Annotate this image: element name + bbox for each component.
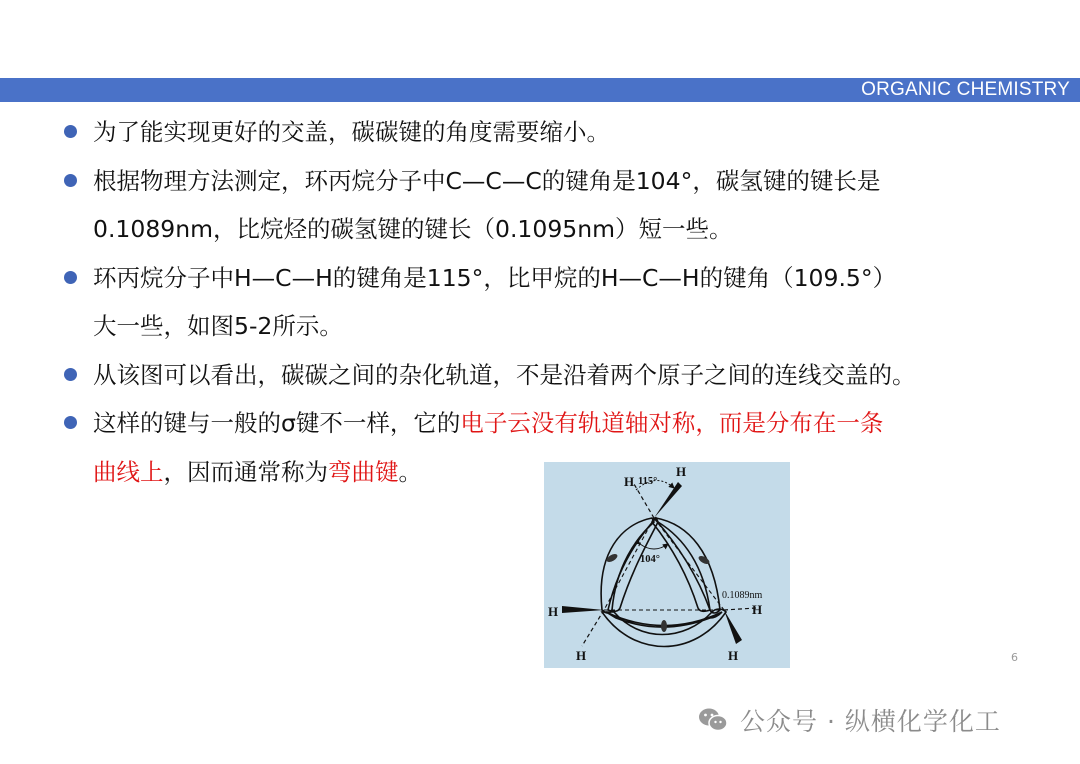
wechat-icon <box>698 707 728 733</box>
bullet-dot-icon <box>64 368 77 381</box>
watermark-text: 公众号 · 纵横化学化工 <box>740 707 1001 736</box>
bullet-item-3 <box>62 254 1062 351</box>
bullet-dot-icon <box>64 416 77 429</box>
cyclopropane-figure <box>544 462 790 668</box>
bullet-text-line2: 0.1089nm，比烷烃的碳氢键的键长（0.1095nm）短一些。 <box>93 215 733 243</box>
bullet-text-end: 。 <box>398 457 422 486</box>
page-number: 6 <box>1011 651 1018 664</box>
header-title: ORGANIC CHEMISTRY <box>861 79 1070 100</box>
highlight-text: 曲线上 <box>93 457 164 486</box>
bond-length-label: 0.1089nm <box>722 590 763 601</box>
bullet-item-4 <box>62 351 1062 400</box>
h-atom-label: H <box>676 464 687 479</box>
cc-bond-lines <box>604 518 724 610</box>
bullet-text-line1: 环丙烷分子中H—C—H的键角是115°，比甲烷的H—C—H的键角（109.5°） <box>93 263 897 292</box>
bullet-text-plain: 这样的键与一般的σ键不一样，它的 <box>93 409 461 437</box>
bullet-item-1 <box>62 108 1062 157</box>
bullet-text-plain: ，因而通常称为 <box>163 457 328 486</box>
bullet-text-line2: 大一些，如图5-2所示。 <box>93 312 343 340</box>
bullet-text: 从该图可以看出，碳碳之间的杂化轨道，不是沿着两个原子之间的连线交盖的。 <box>93 360 916 389</box>
bullet-text: 为了能实现更好的交盖，碳碳键的角度需要缩小。 <box>93 118 610 146</box>
h-atom-label: H <box>548 604 559 619</box>
highlight-text: 电子云没有轨道轴对称，而是分布在一条 <box>460 409 884 437</box>
h-atom-label: H <box>752 602 763 617</box>
bullet-dot-icon <box>64 271 77 284</box>
bullet-dot-icon <box>64 125 77 138</box>
bullet-item-2 <box>62 157 1062 254</box>
header-bar <box>0 78 1080 102</box>
h-atom-label: H <box>624 474 635 489</box>
hch-angle-label: 115° <box>638 476 658 487</box>
bullet-list <box>62 108 1062 496</box>
h-atom-label: H <box>576 648 587 663</box>
watermark <box>698 700 1001 740</box>
highlight-term: 弯曲键 <box>328 457 399 486</box>
bullet-dot-icon <box>64 174 77 187</box>
cyclopropane-diagram <box>544 462 790 668</box>
ccc-angle-label: 104° <box>640 554 660 565</box>
bullet-text-line1: 根据物理方法测定，环丙烷分子中C—C—C的键角是104°，碳氢键的键长是 <box>93 166 881 195</box>
h-atom-label: H <box>728 648 739 663</box>
